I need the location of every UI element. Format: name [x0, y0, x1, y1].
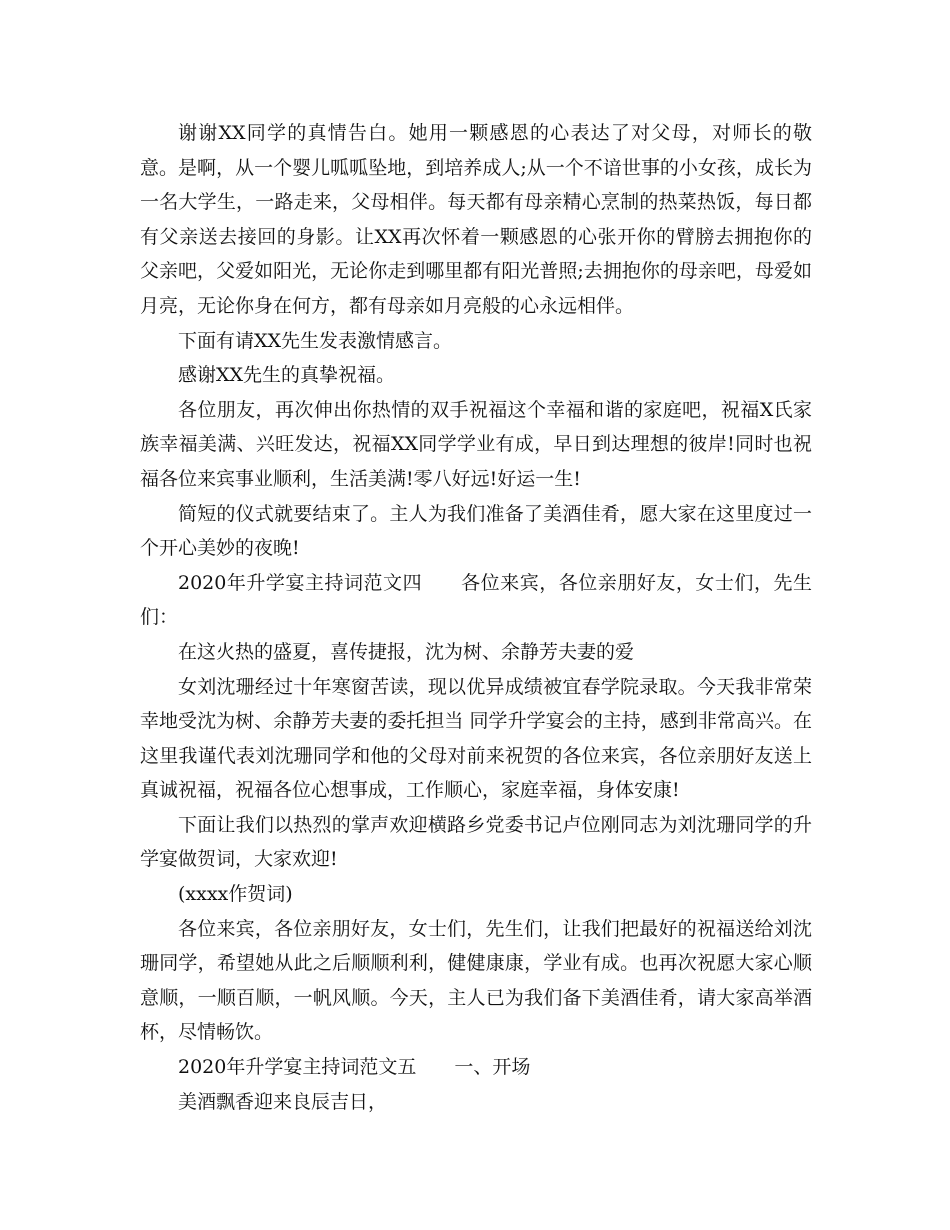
paragraph: (xxxx作贺词)	[178, 883, 293, 906]
paragraph: 谢谢XX同学的真情告白。她用一颗感恩的心表达了对父母，对师长的敬意。是啊，从一个婴儿呱呱坠地，到培养成人;从一个不谙世事的小女孩，成长为一名大学生，一路走来，父母相伴。每天都有母亲精心烹制的热菜热饭，每日都有父亲送去接回的身影。让XX再次怀着一颗感恩的心张开你的臂膀去拥抱你的父亲吧，父爱如阳光，无论你走到哪里都有阳光普照;去拥抱你的母亲吧，母爱如月亮，无论你身在何方，都有母亲如月亮般的心永远相伴。	[140, 122, 812, 317]
paragraph: 各位来宾，各位亲朋好友，女士们，先生们，让我们把最好的祝福送给刘沈珊同学，希望她从此之后顺顺利利，健健康康，学业有成。也再次祝愿大家心顺意顺，一顺百顺，一帆风顺。今天，主人已为我们备下美酒佳肴，请大家高举酒杯，尽情畅饮。	[140, 917, 812, 1044]
paragraph: 在这火热的盛夏，喜传捷报，沈为树、余静芳夫妻的爱	[178, 640, 635, 663]
paragraph: 女刘沈珊经过十年寒窗苦读，现以优异成绩被宜春学院录取。今天我非常荣幸地受沈为树、余静芳夫妻的委托担当 同学升学宴会的主持，感到非常高兴。在这里我谨代表刘沈珊同学和他的父母对前来祝贺的各位来宾，各位亲朋好友送上真诚祝福，祝福各位心想事成，工作顺心，家庭幸福，身体安康!	[140, 675, 812, 802]
section-heading: 2020年升学宴主持词范文四 各位来宾，各位亲朋好友，女士们，先生们：	[140, 571, 812, 629]
paragraph: 感谢XX先生的真挚祝福。	[178, 364, 396, 387]
paragraph: 各位朋友，再次伸出你热情的双手祝福这个幸福和谐的家庭吧，祝福X氏家族幸福美满、兴旺发达，祝福XX同学学业有成，早日到达理想的彼岸!同时也祝福各位来宾事业顺利，生活美满!零八好远!好运一生!	[140, 398, 812, 490]
paragraph: 下面让我们以热烈的掌声欢迎横路乡党委书记卢位刚同志为刘沈珊同学的升学宴做贺词，大家欢迎!	[140, 813, 812, 871]
section-heading: 2020年升学宴主持词范文五 一、开场	[178, 1056, 531, 1079]
paragraph: 下面有请XX先生发表激情感言。	[178, 329, 453, 352]
paragraph: 美酒飘香迎来良辰吉日，	[178, 1090, 388, 1113]
document-body	[140, 116, 812, 1119]
paragraph: 简短的仪式就要结束了。主人为我们准备了美酒佳肴，愿大家在这里度过一个开心美妙的夜晚!	[140, 502, 812, 560]
